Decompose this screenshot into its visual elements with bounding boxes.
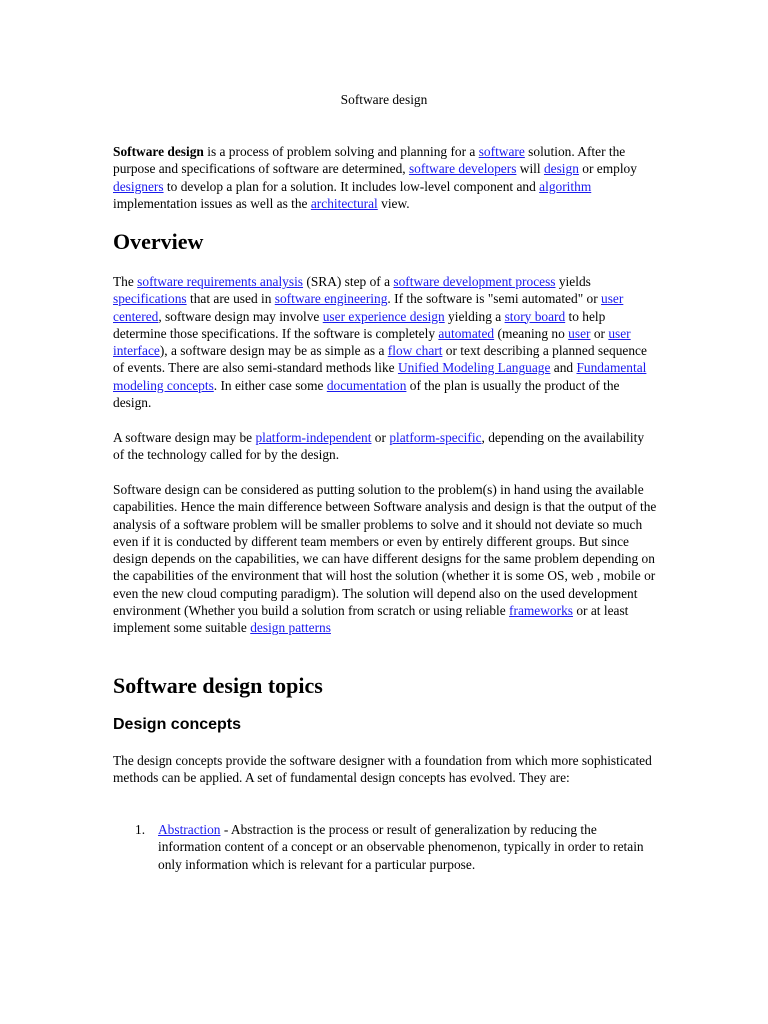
link-user-experience-design[interactable]: user experience design [322,308,445,324]
link-documentation[interactable]: documentation [326,377,407,393]
link-story-board[interactable]: story board [504,308,566,324]
link-user[interactable]: user [568,325,591,341]
link-user-interface[interactable]: user interface [113,325,631,359]
list-item [113,821,658,873]
document-title: Software design [340,92,428,107]
link-flow-chart[interactable]: flow chart [387,343,443,359]
link-unified-modeling-language[interactable]: Unified Modeling Language [397,360,551,376]
design-concepts-paragraph: The design concepts provide the software designer with a foundation from which more sophisticated methods can be applied. A set of fundamental design concepts has evolved. They are: [113,753,652,786]
link-software-development-process[interactable]: software development process [393,274,556,289]
design-concepts-heading: Design concepts [113,716,242,733]
list-item-text: - Abstraction is the process or result of generalization by reducing the information content of a concept or an observable phenomenon, typically in order to retain only information which is relevant for a particular purpose. [158,822,644,872]
overview-heading: Overview [113,229,204,254]
link-architectural[interactable]: architectural [310,195,378,211]
link-fundamental-modeling-concepts[interactable]: Fundamental modeling concepts [113,360,647,393]
link-frameworks[interactable]: frameworks [509,603,573,619]
link-automated[interactable]: automated [438,325,495,341]
design-concepts-list [113,821,658,873]
link-design-patterns[interactable]: design patterns [250,620,331,636]
link-designers[interactable]: designers [113,178,164,194]
link-design[interactable]: design [543,161,579,177]
link-algorithm[interactable]: algorithm [539,178,592,194]
link-abstraction[interactable]: Abstraction [158,822,221,837]
link-platform-specific[interactable]: platform-specific [389,430,482,445]
link-software[interactable]: software [478,144,525,159]
software-design-topics-heading: Software design topics [113,673,323,698]
list-item-number: 1. [135,822,146,837]
overview-paragraph-3: Software design can be considered as putting solution to the problem(s) in hand using the available capabilities. Hence the main difference between Software analysis and design is that the output of the analysis of a software problem will be smaller problems to solve and it should not deviate so much even if it is conducted by different team members or even by entirely different groups. But since design depends on the capabilities, we can have different designs for the same problem depending on the capabilities of the environment that will host the solution (whether it is some OS, web , mobile or even the new cloud computing paradigm). The solution will depend also on the used development environment (Whether you build a solution from scratch or using reliable frameworks or at least implement some suitable design patterns [113,482,657,636]
overview-paragraph-1: The software requirements analysis (SRA) step of a software development process yields specifications that are used in software engineering. If the software is "semi automated" or user centered, software design may involve user experience design yielding a story board to help determine those specifications. If the software is completely automated (meaning no user or user interface), a software design may be as simple as a flow chart or text describing a planned sequence of events. There are also semi-standard methods like Unified Modeling Language and Fundamental modeling concepts. In either case some documentation of the plan is usually the product of the design. [113,274,647,411]
link-platform-independent[interactable]: platform-independent [255,430,372,445]
link-software-developers[interactable]: software developers [408,161,517,177]
intro-bold-term: Software design [113,144,204,159]
link-software-engineering[interactable]: software engineering [274,291,388,307]
overview-paragraph-2: A software design may be platform-independent or platform-specific, depending on the availability of the technology called for by the design. [113,430,645,463]
link-software-requirements-analysis[interactable]: software requirements analysis [137,274,304,289]
link-user-centered[interactable]: user centered [113,291,624,324]
intro-paragraph: Software design is a process of problem solving and planning for a software solution. After the purpose and specifications of software are determined, software developers will design or employ designers to develop a plan for a solution. It includes low-level component and algorithm implementation issues as well as the architectural view. [113,144,637,211]
link-specifications[interactable]: specifications [113,291,187,307]
